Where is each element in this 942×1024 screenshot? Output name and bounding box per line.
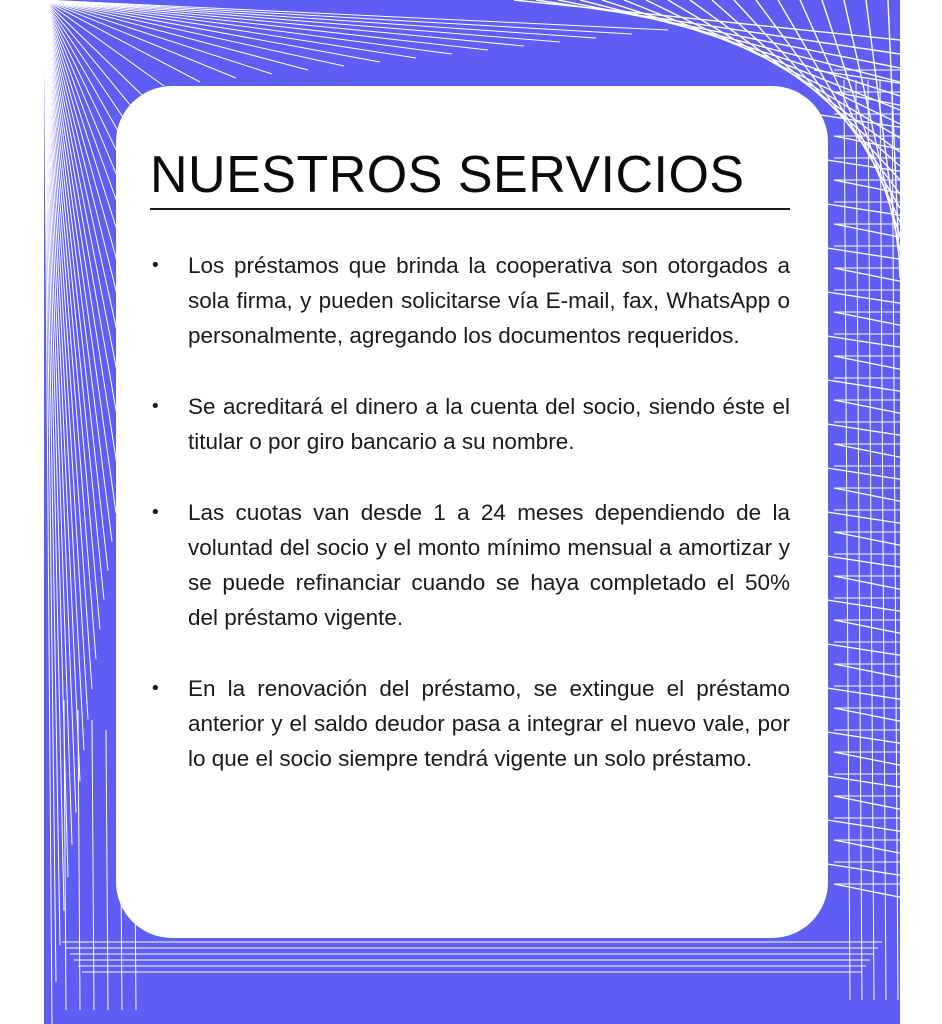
decorative-line — [834, 620, 900, 633]
decorative-line — [834, 356, 900, 369]
list-item-text: Las cuotas van desde 1 a 24 meses dependiendo de la voluntad del socio y el monto mínimo mensual a amortizar y se puede refinanciar cuando se haya completado el 50% del préstamo vigente. — [188, 500, 790, 630]
decorative-line — [44, 0, 488, 50]
decorative-line — [44, 0, 596, 38]
services-list — [150, 248, 790, 776]
decorative-line — [834, 796, 900, 809]
decorative-line — [64, 700, 66, 1010]
list-item-text: En la renovación del préstamo, se extingue el préstamo anterior y el saldo deudor pasa a integrar el nuevo vale, por lo que el socio siempre tendrá vigente un solo préstamo. — [188, 676, 790, 771]
decorative-line — [834, 224, 900, 237]
bullet-dot-icon: • — [150, 255, 161, 276]
decorative-line — [44, 0, 88, 719]
list-item-text: Los préstamos que brinda la cooperativa son otorgados a sola firma, y pueden solicitarse vía E-mail, fax, WhatsApp o personalmente, agregando los documentos requeridos. — [188, 253, 790, 348]
list-item — [150, 389, 790, 459]
decorative-line — [834, 312, 900, 325]
decorative-line — [834, 752, 900, 765]
decorative-line — [44, 0, 452, 54]
bullet-dot-icon: • — [150, 502, 161, 523]
list-item — [150, 248, 790, 353]
list-item — [150, 671, 790, 776]
list-item-text: Se acreditará el dinero a la cuenta del socio, siendo éste el titular o por giro bancario a su nombre. — [188, 394, 790, 454]
decorative-line — [834, 532, 900, 545]
decorative-line — [834, 884, 900, 897]
page-title: NUESTROS SERVICIOS — [150, 146, 745, 204]
decorative-line — [106, 730, 108, 1010]
decorative-line — [834, 488, 900, 501]
list-item — [150, 495, 790, 635]
bullet-dot-icon: • — [150, 678, 161, 699]
decorative-line — [834, 576, 900, 589]
bullet-dot-icon: • — [150, 396, 161, 417]
decorative-line — [834, 840, 900, 853]
decorative-line — [44, 0, 116, 513]
decorative-line — [834, 708, 900, 721]
title-underline — [150, 208, 790, 210]
decorative-line — [834, 444, 900, 457]
decorative-line — [834, 400, 900, 413]
decorative-line — [834, 664, 900, 677]
services-card — [116, 86, 828, 938]
decorative-line — [834, 268, 900, 281]
